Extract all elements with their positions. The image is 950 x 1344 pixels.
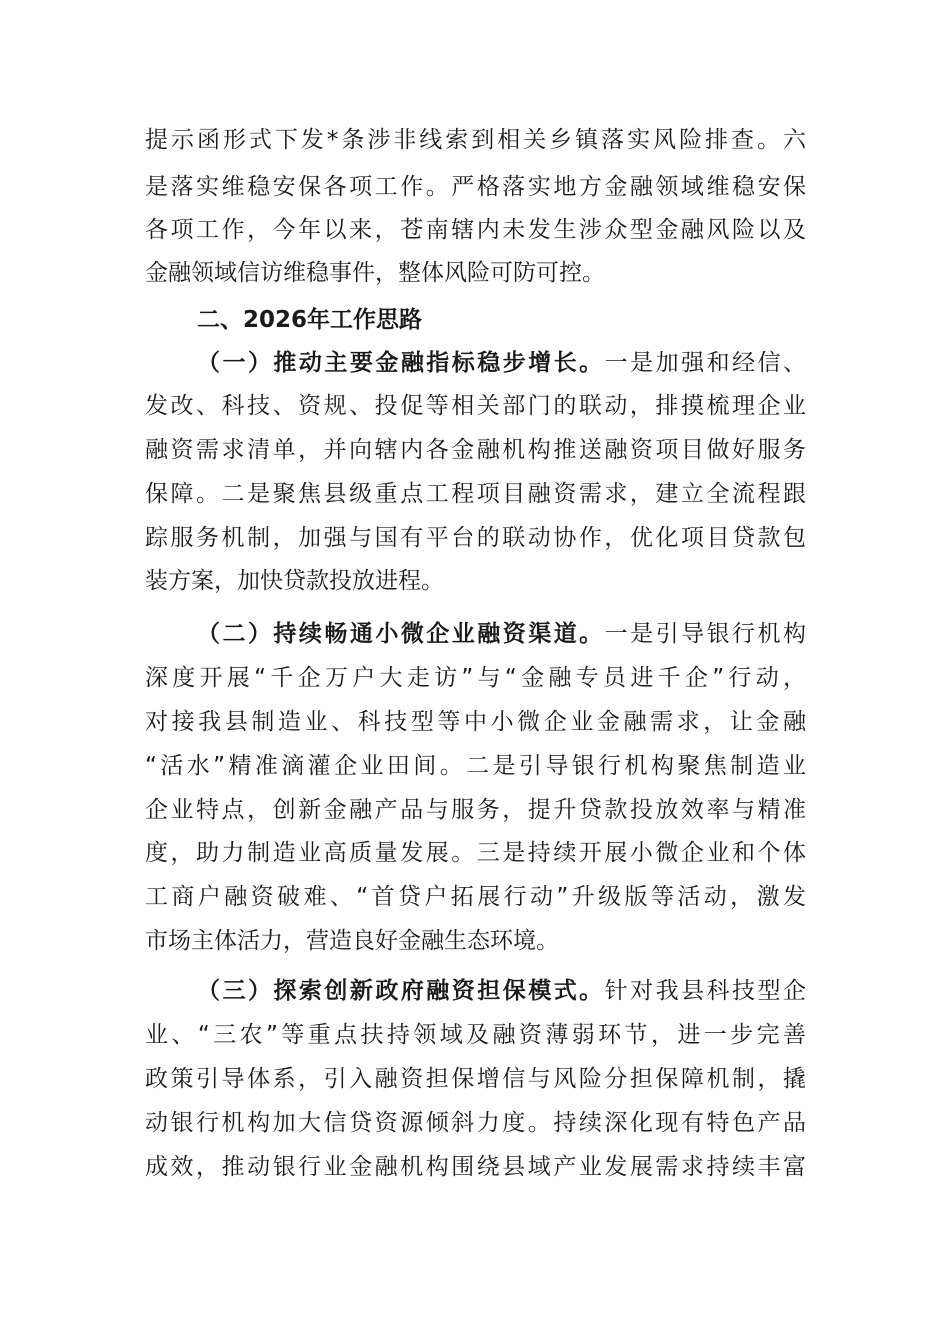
paragraph-line — [145, 795, 806, 825]
paragraph-line — [145, 926, 806, 956]
paragraph-line — [145, 1020, 806, 1050]
paragraph-text: 融资需求清单，并向辖内各金融机构推送融资项目做好服务 — [145, 437, 806, 463]
paragraph-line — [145, 435, 806, 465]
paragraph-text: 业、“三农”等重点扶持领域及融资薄弱环节，进一步完善 — [145, 1022, 806, 1048]
paragraph-line — [145, 258, 806, 288]
paragraph-line — [145, 882, 806, 912]
paragraph-line — [145, 523, 806, 553]
paragraph-text: 保障。二是聚焦县级重点工程项目融资需求，建立全流程跟 — [145, 481, 806, 507]
paragraph-text: 一是引导银行机构 — [604, 621, 807, 647]
paragraph-line — [145, 172, 806, 202]
paragraph-text: 政策引导体系，引入融资担保增信与风险分担保障机制，撬 — [145, 1066, 806, 1092]
paragraph-line — [197, 348, 806, 378]
paragraph-line — [145, 663, 806, 693]
paragraph-text: 提示函形式下发*条涉非线索到相关乡镇落实风险排查。六 — [145, 127, 806, 153]
paragraph-line — [145, 1108, 806, 1138]
paragraph-text: 针对我县科技型企 — [604, 978, 807, 1004]
paragraph-text: 工商户融资破难、“首贷户拓展行动”升级版等活动，激发 — [145, 884, 806, 910]
paragraph-text: 动银行机构加大信贷资源倾斜力度。持续深化现有特色产品 — [145, 1110, 806, 1136]
paragraph-text: 一是加强和经信、 — [604, 350, 807, 376]
paragraph-line — [145, 125, 806, 155]
paragraph-line — [145, 1152, 806, 1182]
paragraph-text: 度，助力制造业高质量发展。三是持续开展小微企业和个体 — [145, 840, 806, 866]
paragraph-text: 是落实维稳安保各项工作。严格落实地方金融领域维稳安保 — [145, 174, 806, 200]
paragraph-line — [145, 566, 806, 596]
paragraph-text: 各项工作，今年以来，苍南辖内未发生涉众型金融风险以及 — [145, 217, 806, 243]
paragraph-text: “活水”精准滴灌企业田间。二是引导银行机构聚焦制造业 — [145, 753, 806, 779]
paragraph-text: 发改、科技、资规、投促等相关部门的联动，排摸梳理企业 — [145, 393, 806, 419]
paragraph-text: 市场主体活力，营造良好金融生态环境。 — [145, 928, 559, 954]
paragraph-text: 金融领域信访维稳事件，整体风险可防可控。 — [145, 260, 605, 286]
paragraph-text: 装方案，加快贷款投放进程。 — [145, 568, 444, 594]
paragraph-line — [145, 479, 806, 509]
paragraph-text: 成效，推动银行业金融机构围绕县域产业发展需求持续丰富 — [145, 1154, 806, 1180]
paragraph-line — [145, 1064, 806, 1094]
paragraph-line — [145, 751, 806, 781]
paragraph-line — [145, 215, 806, 245]
paragraph-text: 深度开展“千企万户大走访”与“金融专员进千企”行动， — [145, 665, 806, 691]
paragraph-line — [197, 976, 806, 1006]
section-heading: 二、2026年工作思路 — [197, 307, 423, 333]
paragraph-line — [145, 838, 806, 868]
paragraph-lead-title: （二）持续畅通小微企业融资渠道。 — [197, 621, 605, 647]
paragraph-line — [145, 391, 806, 421]
paragraph-text: 对接我县制造业、科技型等中小微企业金融需求，让金融 — [145, 709, 806, 735]
paragraph-text: 企业特点，创新金融产品与服务，提升贷款投放效率与精准 — [145, 797, 806, 823]
paragraph-lead-title: （一）推动主要金融指标稳步增长。 — [197, 350, 605, 376]
paragraph-text: 踪服务机制，加强与国有平台的联动协作，优化项目贷款包 — [145, 525, 806, 551]
paragraph-line — [145, 707, 806, 737]
paragraph-line — [197, 619, 806, 649]
paragraph-lead-title: （三）探索创新政府融资担保模式。 — [197, 978, 605, 1004]
